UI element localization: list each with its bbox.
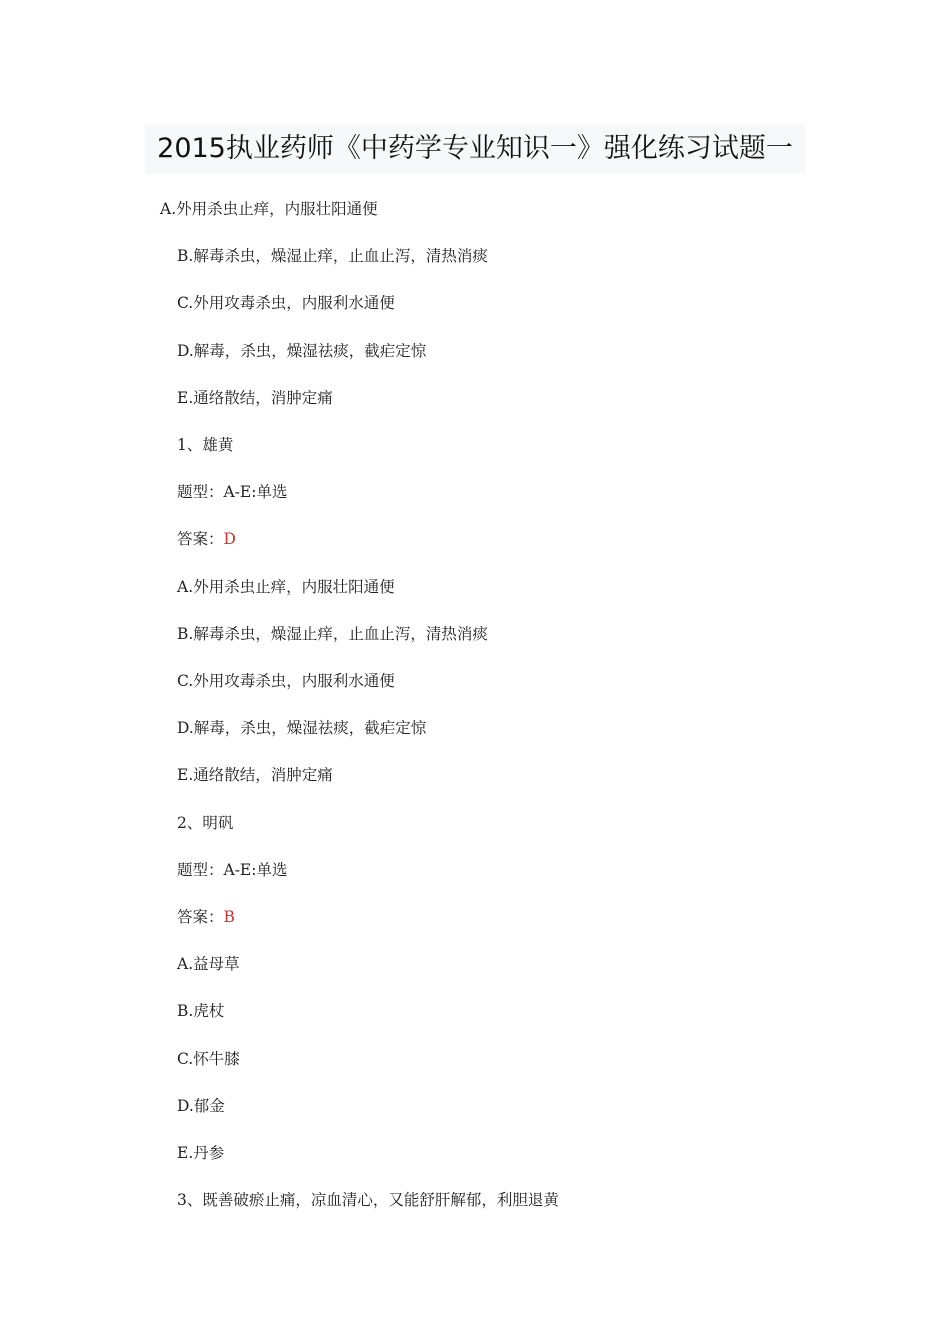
option-line: E.通络散结，消肿定痛: [177, 766, 333, 785]
answer-line: [177, 529, 236, 549]
question-type-line: 题型：A-E:单选: [177, 860, 288, 879]
option-line: E.通络散结，消肿定痛: [177, 388, 333, 407]
answer-label: 答案：: [177, 530, 224, 549]
answer-value: B: [223, 908, 235, 926]
option-line: E.丹参: [177, 1144, 225, 1162]
question-line: 2、明矾: [177, 813, 234, 832]
option-line: A.益母草: [177, 955, 240, 974]
option-line: A.外用杀虫止痒，内服壮阳通便: [177, 577, 395, 596]
option-line: D.解毒，杀虫，燥湿祛痰，截疟定惊: [177, 719, 427, 738]
option-line: C.怀牛膝: [177, 1049, 240, 1068]
page-title: 2015执业药师《中药学专业知识一》强化练习试题一: [157, 133, 793, 164]
answer-label: 答案：: [177, 908, 224, 926]
question-line: 3、既善破瘀止痛，凉血清心，又能舒肝解郁，利胆退黄: [177, 1191, 559, 1210]
option-line: B.虎杖: [177, 1002, 225, 1021]
option-line: B.解毒杀虫，燥湿止痒，止血止泻，清热消痰: [177, 247, 488, 266]
option-line: D.郁金: [177, 1096, 225, 1115]
option-line: C.外用攻毒杀虫，内服利水通便: [177, 672, 395, 690]
question-line: 1、雄黄: [177, 436, 234, 454]
question-type-line: 题型：A-E:单选: [177, 483, 288, 502]
option-line: C.外用攻毒杀虫，内服利水通便: [177, 294, 395, 313]
option-line: B.解毒杀虫，燥湿止痒，止血止泻，清热消痰: [177, 624, 488, 643]
answer-value: D: [223, 530, 236, 549]
option-line: D.解毒，杀虫，燥湿祛痰，截疟定惊: [177, 341, 427, 360]
option-line: A.外用杀虫止痒，内服壮阳通便: [160, 200, 378, 218]
answer-line: [177, 907, 235, 927]
